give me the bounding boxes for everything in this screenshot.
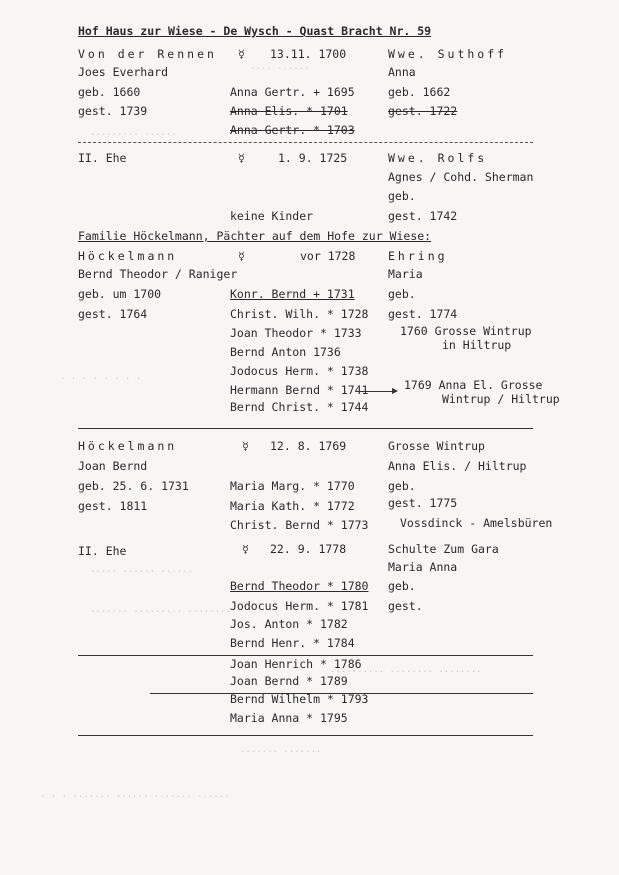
wife-name: Wwe. Rolfs [388,151,488,165]
wife-name: Wwe. Suthoff [388,47,508,61]
bleed-through-text: ......... ...... [90,128,177,138]
husband-given-name: Joes Everhard [78,65,169,79]
wife-born: geb. [388,287,416,301]
wife-died: gest. 1774 [388,307,458,321]
child-entry: Anna Gertr. + 1695 [230,85,355,99]
event-place: Wintrup / Hiltrup [442,392,560,406]
wife-given-name: Anna Elis. / Hiltrup [388,459,527,473]
marriage-date: 22. 9. 1778 [270,542,347,556]
wife-born: geb. [388,579,416,593]
husband-name: Höckelmann [78,439,178,453]
wife-given-name: Anna [388,65,416,79]
marriage-symbol-icon: ☿ [238,47,245,61]
wife-name: Grosse Wintrup [388,439,485,453]
child-entry: Hermann Bernd * 1741 [230,383,369,397]
wife-born: geb. [388,189,416,203]
husband-given-name: Joan Bernd [78,459,148,473]
husband-born: geb. 25. 6. 1731 [78,479,189,493]
child-entry: Anna Elis. * 1701 [230,104,348,118]
child-entry: Christ. Bernd * 1773 [230,518,369,532]
husband-born: geb. um 1700 [78,287,162,301]
husband-born: geb. 1660 [78,85,141,99]
bleed-through-text: .... ...... [250,62,310,72]
marriage-symbol-icon: ☿ [242,439,249,453]
child-entry: Jodocus Herm. * 1781 [230,599,369,613]
arrow-icon [356,391,396,392]
child-entry: Maria Anna * 1795 [230,711,348,725]
event-note: 1760 Grosse Wintrup [400,324,532,338]
children-note: keine Kinder [230,209,314,223]
wife-died: gest. 1722 [388,104,458,118]
husband-name: Höckelmann [78,249,178,263]
child-entry: Joan Bernd * 1789 [230,674,348,688]
bleed-through-text: . . . ....... ...... ....... ...... [40,790,230,800]
child-entry: Jos. Anton * 1782 [230,617,348,631]
child-entry: Konr. Bernd + 1731 [230,287,355,301]
husband-died: gest. 1811 [78,499,148,513]
husband-name: Von der Rennen [78,47,217,61]
child-entry: Joan Henrich * 1786 [230,657,362,671]
second-marriage-label: II. Ehe [78,151,127,165]
divider [78,428,533,429]
child-entry: Bernd Henr. * 1784 [230,636,355,650]
wife-name: Ehring [388,249,448,263]
husband-given-name: Bernd Theodor / Raniger [78,267,238,281]
child-entry: Bernd Anton 1736 [230,345,341,359]
bleed-through-text: .......... ........ ........ [330,665,482,675]
child-entry: Maria Marg. * 1770 [230,479,355,493]
child-entry: Bernd Christ. * 1744 [230,400,369,414]
child-entry: Joan Theodor * 1733 [230,326,362,340]
wife-given-name: Agnes / Cohd. Sherman [388,170,534,184]
bleed-through-text: ..... ...... ...... [90,565,193,575]
husband-died: gest. 1764 [78,307,148,321]
page-title: Hof Haus zur Wiese - De Wysch - Quast Bracht Nr. 59 [78,24,432,38]
marriage-date: 12. 8. 1769 [270,439,347,453]
section-heading: Familie Höckelmann, Pächter auf dem Hofe zur Wiese: [78,229,432,243]
wife-died: gest. [388,599,423,613]
bleed-through-text: ....... ......... ........ [90,605,231,615]
divider [78,655,533,656]
child-entry: Jodocus Herm. * 1738 [230,364,369,378]
wife-born: geb. 1662 [388,85,451,99]
event-note: 1769 Anna El. Grosse [404,378,543,392]
divider [78,142,533,143]
wife-died: gest. 1742 [388,209,458,223]
marriage-date: vor 1728 [300,249,356,263]
child-entry: Christ. Wilh. * 1728 [230,307,369,321]
bleed-through-text: . . . . . . . . [60,372,142,382]
marriage-symbol-icon: ☿ [238,151,245,165]
wife-note: Vossdinck - Amelsbüren [400,516,553,530]
wife-died: gest. 1775 [388,496,458,510]
marriage-symbol-icon: ☿ [242,542,249,556]
marriage-symbol-icon: ☿ [238,249,245,263]
child-entry: Anna Gertr. * 1703 [230,123,355,137]
bleed-through-text: ....... ....... [240,745,322,755]
wife-name: Schulte Zum Gara [388,542,499,556]
marriage-date: 1. 9. 1725 [278,151,348,165]
wife-given-name: Maria Anna [388,560,458,574]
divider [78,735,533,736]
second-marriage-label: II. Ehe [78,544,127,558]
wife-born: geb. [388,479,416,493]
child-entry: Bernd Theodor * 1780 [230,579,369,593]
wife-given-name: Maria [388,267,423,281]
child-entry: Bernd Wilhelm * 1793 [230,692,369,706]
event-place: in Hiltrup [442,338,512,352]
marriage-date: 13.11. 1700 [270,47,347,61]
child-entry: Maria Kath. * 1772 [230,499,355,513]
husband-died: gest. 1739 [78,104,148,118]
